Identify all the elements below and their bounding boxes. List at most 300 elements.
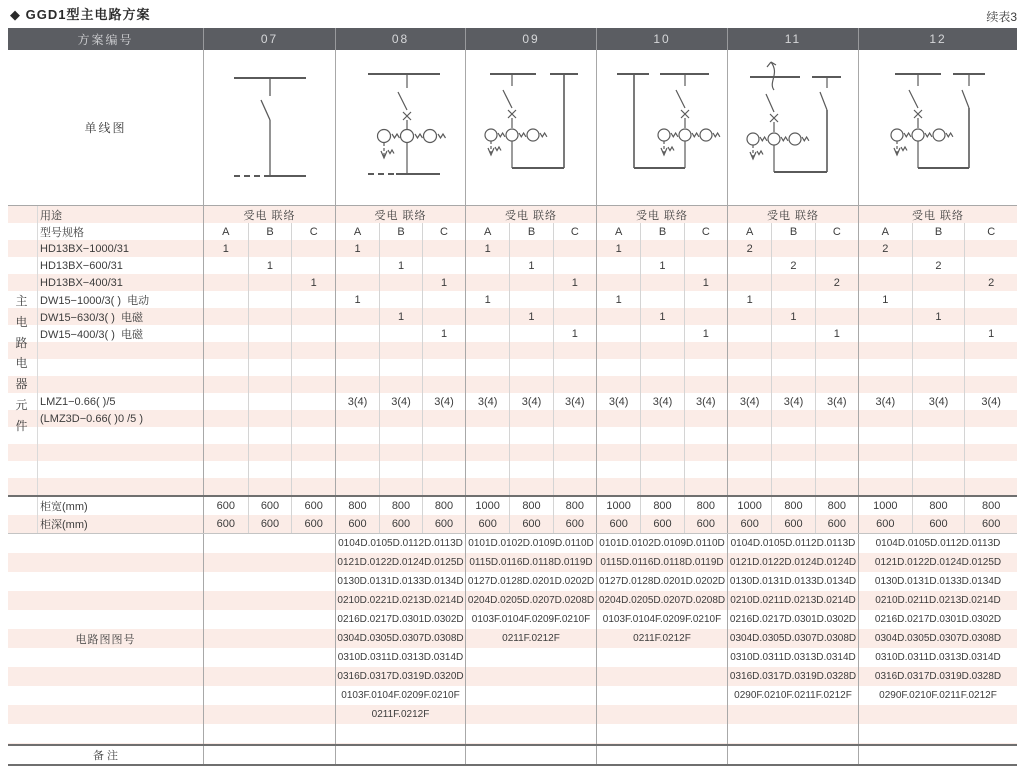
table-cell: 600 bbox=[248, 497, 292, 515]
table-cell bbox=[912, 291, 965, 308]
table-cell: 600 bbox=[348, 518, 367, 530]
table-cell: C bbox=[422, 223, 465, 240]
table-cell bbox=[291, 478, 335, 495]
drawing-code: 0115D.0116D.0118D.0119D bbox=[469, 557, 593, 568]
table-cell bbox=[912, 427, 965, 444]
row-label: 备 注 bbox=[92, 750, 119, 762]
circuit-symbols bbox=[368, 74, 446, 174]
table-cell bbox=[640, 359, 683, 376]
table-cell: 3(4) bbox=[771, 393, 814, 410]
drawing-number-cell-07 bbox=[203, 534, 335, 744]
header-scheme-07: 07 bbox=[203, 28, 335, 50]
table-cell bbox=[964, 410, 1017, 427]
table-cell: 3(4) bbox=[964, 393, 1017, 410]
drawing-code: 0216D.0217D.0301D.0302D bbox=[337, 614, 464, 625]
table-cell bbox=[728, 359, 771, 376]
table-cell bbox=[597, 410, 640, 427]
remark-cell-12 bbox=[858, 746, 1017, 764]
table-cell bbox=[597, 308, 640, 325]
table-cell bbox=[291, 359, 335, 376]
single-line-diagram-07 bbox=[204, 50, 335, 205]
table-cell bbox=[640, 376, 683, 393]
table-cell bbox=[291, 308, 335, 325]
table-cell bbox=[422, 342, 465, 359]
table-cell bbox=[248, 359, 292, 376]
scheme-cell bbox=[596, 308, 727, 325]
table-cell bbox=[248, 410, 292, 427]
scheme-cell bbox=[596, 325, 727, 342]
table-cell bbox=[912, 410, 965, 427]
scheme-cell bbox=[727, 478, 858, 495]
table-cell bbox=[859, 359, 912, 376]
title-bar bbox=[10, 4, 1017, 24]
table-cell bbox=[912, 359, 965, 376]
table-cell: 600 bbox=[640, 515, 683, 533]
scheme-cell bbox=[596, 461, 727, 478]
scheme-cell bbox=[858, 342, 1017, 359]
drawing-code: 0204D.0205D.0207D.0208D bbox=[598, 595, 726, 606]
table-cell bbox=[509, 478, 552, 495]
scheme-cell bbox=[465, 359, 596, 376]
drawing-row-label-cell bbox=[8, 534, 203, 744]
table-cell bbox=[291, 376, 335, 393]
usage-cell: 受电 联络 bbox=[335, 206, 465, 223]
table-cell bbox=[553, 308, 596, 325]
table-cell bbox=[204, 342, 248, 359]
single-line-diagram-11 bbox=[728, 50, 859, 205]
side-label-char: 电 bbox=[15, 356, 28, 371]
table-cell: 800 bbox=[348, 500, 367, 512]
table-cell bbox=[248, 274, 292, 291]
table-cell: 3(4) bbox=[379, 393, 422, 410]
table-cell bbox=[597, 257, 640, 274]
table-cell bbox=[422, 308, 465, 325]
table-cell: 600 bbox=[216, 500, 235, 512]
scheme-cell bbox=[858, 257, 1017, 274]
scheme-cell bbox=[596, 359, 727, 376]
circuit-symbols bbox=[747, 62, 841, 172]
row-label-cell bbox=[8, 223, 203, 240]
scheme-cell bbox=[465, 274, 596, 291]
ct bbox=[891, 129, 903, 141]
table-cell bbox=[204, 410, 248, 427]
table-cell bbox=[379, 478, 422, 495]
table-cell bbox=[684, 410, 727, 427]
table-cell: 800 bbox=[964, 497, 1017, 515]
table-cell: 1 bbox=[248, 257, 292, 274]
table-cell: 1 bbox=[484, 242, 491, 255]
table-cell: B bbox=[771, 223, 814, 240]
table-cell: 3(4) bbox=[912, 393, 965, 410]
table-row bbox=[8, 257, 1017, 274]
table-cell: 1 bbox=[815, 325, 858, 342]
isolator-blade bbox=[503, 90, 512, 108]
scheme-cell bbox=[203, 291, 335, 308]
drawing-code: 0316D.0317D.0319D.0320D bbox=[337, 671, 464, 682]
usage-cell: 受电 联络 bbox=[203, 206, 335, 223]
side-label-char: 元 bbox=[15, 398, 28, 413]
ct bbox=[700, 129, 712, 141]
table-cell bbox=[291, 461, 335, 478]
scheme-cell bbox=[203, 393, 335, 410]
table-cell bbox=[336, 342, 379, 359]
table-cell: 600 bbox=[964, 515, 1017, 533]
table-cell bbox=[771, 478, 814, 495]
table-cell bbox=[204, 461, 248, 478]
table-cell: 1000 bbox=[737, 500, 762, 512]
drawing-code: 0290F.0210F.0211F.0212F bbox=[734, 690, 852, 701]
row-label: HD13BX−1000/31 bbox=[40, 242, 129, 255]
table-cell: 1000 bbox=[873, 500, 898, 512]
table-row bbox=[8, 515, 1017, 534]
table-cell bbox=[291, 291, 335, 308]
table-cell bbox=[204, 427, 248, 444]
table-cell bbox=[422, 461, 465, 478]
single-line-diagram-10 bbox=[597, 50, 728, 205]
row-label: 单线图 bbox=[84, 121, 127, 135]
drawing-code: 0216D.0217D.0301D.0302D bbox=[874, 614, 1002, 625]
table-cell bbox=[248, 444, 292, 461]
row-label-cell bbox=[8, 515, 203, 533]
table-cell bbox=[248, 240, 292, 257]
table-cell bbox=[815, 342, 858, 359]
table-cell bbox=[509, 274, 552, 291]
scheme-cell bbox=[335, 257, 465, 274]
table-cell: 600 bbox=[684, 515, 727, 533]
table-cell bbox=[509, 240, 552, 257]
usage-cell: 受电 联络 bbox=[596, 206, 727, 223]
table-cell: 600 bbox=[553, 515, 596, 533]
table-cell bbox=[509, 444, 552, 461]
scheme-cell bbox=[596, 240, 727, 257]
scheme-cell bbox=[596, 497, 727, 515]
table-cell bbox=[859, 274, 912, 291]
table-row bbox=[8, 274, 1017, 291]
table-cell bbox=[336, 274, 379, 291]
row-label-cell bbox=[8, 308, 203, 325]
table-cell: 600 bbox=[771, 515, 814, 533]
table-cell bbox=[964, 461, 1017, 478]
row-label-cell bbox=[8, 206, 203, 223]
diagram-cell-07 bbox=[203, 50, 335, 205]
table-cell bbox=[466, 342, 509, 359]
table-cell bbox=[912, 325, 965, 342]
table-cell bbox=[771, 427, 814, 444]
table-row bbox=[8, 325, 1017, 342]
scheme-cell bbox=[596, 274, 727, 291]
table-cell bbox=[509, 376, 552, 393]
table-cell bbox=[964, 427, 1017, 444]
table-cell bbox=[964, 478, 1017, 495]
table-cell: 600 bbox=[291, 497, 335, 515]
table-cell bbox=[728, 308, 771, 325]
drawing-code: 0210D.0211D.0213D.0214D bbox=[730, 595, 856, 606]
table-cell bbox=[684, 444, 727, 461]
drawing-code: 0101D.0102D.0109D.0110D bbox=[468, 538, 594, 549]
scheme-cell bbox=[727, 325, 858, 342]
table-cell: 1 bbox=[684, 325, 727, 342]
table-cell: 800 bbox=[684, 497, 727, 515]
table-cell: 3(4) bbox=[347, 395, 368, 408]
drawing-number-cell-10 bbox=[596, 534, 727, 744]
drawing-code: 0130D.0131D.0133D.0134D bbox=[874, 576, 1002, 587]
breaker-x bbox=[681, 110, 689, 118]
table-cell bbox=[204, 478, 248, 495]
table-cell bbox=[728, 342, 771, 359]
table-cell bbox=[684, 342, 727, 359]
scheme-cell bbox=[858, 410, 1017, 427]
table-cell bbox=[466, 478, 509, 495]
table-cell bbox=[336, 376, 379, 393]
scheme-cell bbox=[727, 240, 858, 257]
row-label-cell bbox=[8, 444, 203, 461]
scheme-cell bbox=[203, 240, 335, 257]
scheme-cell bbox=[596, 257, 727, 274]
scheme-cell bbox=[858, 461, 1017, 478]
table-cell bbox=[684, 427, 727, 444]
table-cell bbox=[553, 359, 596, 376]
table-cell: 1 bbox=[912, 308, 965, 325]
scheme-cell bbox=[727, 393, 858, 410]
scheme-cell bbox=[465, 515, 596, 533]
row-label: 型号规格 bbox=[40, 226, 84, 239]
row-label: (LMZ3D−0.66( )0 /5 ) bbox=[40, 412, 144, 425]
table-cell: 1 bbox=[640, 257, 683, 274]
drawing-number-cell-08 bbox=[335, 534, 465, 744]
table-cell bbox=[912, 444, 965, 461]
scheme-cell bbox=[203, 223, 335, 240]
table-cell bbox=[964, 308, 1017, 325]
ct bbox=[747, 133, 759, 145]
table-cell bbox=[553, 291, 596, 308]
table-row bbox=[8, 342, 1017, 359]
row-label: 用途 bbox=[40, 209, 62, 222]
table-cell bbox=[422, 359, 465, 376]
table-cell bbox=[964, 359, 1017, 376]
breaker-x bbox=[770, 114, 778, 122]
scheme-cell bbox=[727, 308, 858, 325]
table-cell: 1 bbox=[640, 308, 683, 325]
usage-cell: 受电 联络 bbox=[465, 206, 596, 223]
ct bbox=[506, 129, 518, 141]
scheme-cell bbox=[335, 444, 465, 461]
scheme-cell bbox=[465, 223, 596, 240]
scheme-cell bbox=[465, 291, 596, 308]
usage-cell: 受电 联络 bbox=[858, 206, 1017, 223]
table-cell bbox=[771, 240, 814, 257]
scheme-cell bbox=[465, 427, 596, 444]
scheme-cell bbox=[203, 257, 335, 274]
side-label-char: 主 bbox=[15, 294, 28, 308]
table-cell: 600 bbox=[815, 515, 858, 533]
scheme-cell bbox=[596, 342, 727, 359]
drawing-code: 0310D.0311D.0313D.0314D bbox=[730, 652, 856, 663]
table-cell bbox=[728, 427, 771, 444]
table-cell bbox=[553, 342, 596, 359]
table-cell: B bbox=[640, 223, 683, 240]
drawing-code: 0103F.0104F.0209F.0210F bbox=[341, 690, 460, 701]
table-cell: 600 bbox=[422, 515, 465, 533]
scheme-cell bbox=[203, 359, 335, 376]
scheme-cell bbox=[596, 444, 727, 461]
table-cell bbox=[204, 257, 248, 274]
scheme-cell bbox=[335, 240, 465, 257]
row-label-cell bbox=[8, 291, 203, 308]
circuit-symbols bbox=[485, 74, 578, 168]
table-cell bbox=[336, 359, 379, 376]
scheme-cell bbox=[727, 342, 858, 359]
scheme-cell bbox=[465, 410, 596, 427]
table-cell: 800 bbox=[379, 497, 422, 515]
scheme-cell bbox=[335, 410, 465, 427]
table-cell: 3(4) bbox=[739, 395, 760, 408]
table-row bbox=[8, 206, 1017, 223]
table-cell: 800 bbox=[640, 497, 683, 515]
table-cell bbox=[291, 393, 335, 410]
table-cell: 1 bbox=[509, 257, 552, 274]
table-cell: A bbox=[353, 225, 362, 238]
table-cell bbox=[466, 376, 509, 393]
diagram-cell-10 bbox=[596, 50, 727, 205]
scheme-cell bbox=[335, 308, 465, 325]
side-label-char: 件 bbox=[15, 418, 28, 433]
drawing-code: 0121D.0122D.0124D.0125D bbox=[874, 557, 1002, 568]
side-label-char: 路 bbox=[15, 335, 28, 350]
table-row bbox=[8, 444, 1017, 461]
scheme-cell bbox=[727, 427, 858, 444]
table-cell bbox=[509, 291, 552, 308]
scheme-cell bbox=[335, 497, 465, 515]
row-label: HD13BX−600/31 bbox=[40, 259, 123, 272]
diagram-row-label bbox=[8, 50, 203, 205]
table-cell bbox=[291, 325, 335, 342]
table-cell: 600 bbox=[509, 515, 552, 533]
table-cell: 3(4) bbox=[422, 393, 465, 410]
table-cell: 1 bbox=[615, 293, 622, 306]
diagram-cell-08 bbox=[335, 50, 465, 205]
table-cell: 800 bbox=[553, 497, 596, 515]
header-scheme-label: 方案编号 bbox=[77, 32, 134, 47]
table-cell bbox=[422, 291, 465, 308]
scheme-cell bbox=[596, 291, 727, 308]
scheme-cell bbox=[465, 342, 596, 359]
table-cell bbox=[379, 461, 422, 478]
table-cell bbox=[597, 461, 640, 478]
single-line-diagram-09 bbox=[466, 50, 597, 205]
row-label-cell bbox=[8, 376, 203, 393]
circuit-symbols bbox=[234, 78, 306, 176]
scheme-cell bbox=[465, 376, 596, 393]
drawing-code: 0104D.0105D.0112D.0113D bbox=[730, 538, 856, 549]
table-cell bbox=[859, 444, 912, 461]
continuation-label: 续表3 bbox=[986, 10, 1017, 24]
scheme-cell bbox=[465, 325, 596, 342]
table-cell bbox=[336, 308, 379, 325]
table-cell bbox=[728, 461, 771, 478]
table-cell bbox=[912, 376, 965, 393]
single-line-diagram-row bbox=[8, 50, 1017, 206]
scheme-cell bbox=[858, 223, 1017, 240]
table-cell bbox=[815, 410, 858, 427]
scheme-cell bbox=[203, 427, 335, 444]
table-cell: 800 bbox=[912, 497, 965, 515]
ct bbox=[679, 129, 691, 141]
table-cell: 3(4) bbox=[684, 393, 727, 410]
scheme-cell bbox=[858, 359, 1017, 376]
ct bbox=[912, 129, 924, 141]
table-cell bbox=[640, 325, 683, 342]
table-cell bbox=[248, 308, 292, 325]
table-cell bbox=[466, 461, 509, 478]
scheme-cell bbox=[335, 325, 465, 342]
table-cell: 600 bbox=[876, 518, 895, 530]
table-cell: B bbox=[379, 223, 422, 240]
isolator-blade bbox=[398, 92, 407, 110]
table-cell bbox=[771, 461, 814, 478]
table-cell: 2 bbox=[912, 257, 965, 274]
table-cell bbox=[379, 240, 422, 257]
table-cell bbox=[597, 444, 640, 461]
drawing-number-cell-09 bbox=[465, 534, 596, 744]
scheme-cell bbox=[858, 515, 1017, 533]
page-title: ◆ GGD1型主电路方案 bbox=[10, 7, 151, 22]
single-line-diagram-08 bbox=[336, 50, 466, 205]
scheme-cell bbox=[335, 223, 465, 240]
ct bbox=[658, 129, 670, 141]
table-cell bbox=[422, 240, 465, 257]
scheme-cell bbox=[203, 376, 335, 393]
table-cell bbox=[509, 410, 552, 427]
table-cell: 1 bbox=[379, 257, 422, 274]
drawing-code: 0211F.0212F bbox=[371, 709, 430, 720]
table-cell bbox=[964, 342, 1017, 359]
row-label-cell bbox=[8, 325, 203, 342]
side-vertical-label bbox=[8, 292, 35, 434]
diagram-cell-12 bbox=[858, 50, 1017, 205]
table-cell bbox=[379, 444, 422, 461]
table-cell bbox=[859, 257, 912, 274]
table-cell bbox=[815, 444, 858, 461]
table-cell: 600 bbox=[478, 518, 497, 530]
table-cell bbox=[553, 427, 596, 444]
table-cell bbox=[815, 461, 858, 478]
table-cell: 3(4) bbox=[608, 395, 629, 408]
table-cell bbox=[422, 376, 465, 393]
table-cell: 1000 bbox=[475, 500, 500, 512]
table-cell bbox=[248, 427, 292, 444]
table-cell: 600 bbox=[740, 518, 759, 530]
table-cell: 1 bbox=[509, 308, 552, 325]
scheme-cell bbox=[596, 393, 727, 410]
scheme-cell bbox=[465, 444, 596, 461]
table-cell bbox=[815, 240, 858, 257]
table-cell bbox=[771, 325, 814, 342]
table-cell bbox=[771, 410, 814, 427]
table-cell bbox=[859, 308, 912, 325]
drawing-code: 0216D.0217D.0301D.0302D bbox=[729, 614, 857, 625]
table-cell bbox=[379, 359, 422, 376]
drawing-code: 0103F.0104F.0209F.0210F bbox=[602, 614, 722, 625]
table-cell bbox=[684, 359, 727, 376]
table-cell: 1 bbox=[354, 242, 361, 255]
table-cell bbox=[466, 359, 509, 376]
scheme-cell bbox=[858, 497, 1017, 515]
table-cell bbox=[728, 376, 771, 393]
row-label-cell bbox=[8, 393, 203, 410]
isolator-blade bbox=[766, 94, 774, 112]
drawing-code: 0316D.0317D.0319D.0328D bbox=[874, 671, 1002, 682]
drawing-number-cell-12 bbox=[858, 534, 1017, 744]
